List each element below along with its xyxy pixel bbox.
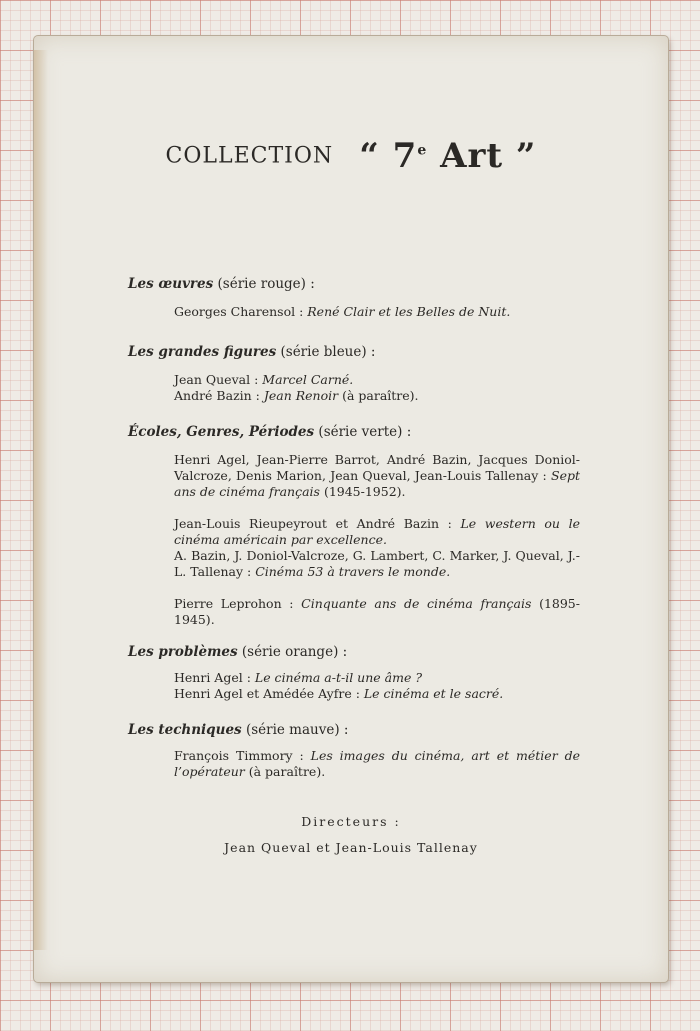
title-close-quote: ” [515,136,537,176]
entry-title: Le cinéma a-t-il une âme ? [254,670,423,685]
list-item [174,372,580,388]
section-series: (série bleue) : [280,344,376,360]
list-item [174,596,580,628]
list-item [174,670,580,686]
list-item [174,516,580,548]
section-series: (série verte) : [318,424,412,440]
section-series: (série mauve) : [245,722,349,738]
entry-title: Jean Renoir [263,388,339,403]
entry-note: (à paraître). [244,764,326,779]
title-art: Art [440,136,504,176]
entry-title: Cinéma 53 à travers le monde. [255,564,451,579]
section-heading-grandes-figures [128,344,375,360]
page-title [34,136,668,176]
entry-title: Sept ans de cinéma français [174,468,580,499]
list-item [174,548,580,580]
title-collection: COLLECTION [165,143,334,169]
section-heading-ecoles [128,424,411,440]
list-item [174,452,580,500]
entry-title: Le cinéma et le sacré. [363,686,504,701]
entry-note: (1895-1945). [174,596,580,627]
title-seven: 7 [392,136,418,176]
entry-author: Henri Agel : [174,670,255,685]
entry-author: François Timmory : [174,748,311,763]
title-superscript: e [417,142,428,159]
entry-note: (1945-1952). [319,484,406,499]
section-heading-techniques [128,722,348,738]
entry-note: (à paraître). [338,388,419,403]
list-item [174,686,580,702]
title-open-quote: “ [359,136,380,176]
catalog-page [34,36,668,982]
entry-author: Georges Charensol : [174,304,308,319]
section-name: Les techniques [128,722,242,738]
section-name: Les œuvres [128,276,214,292]
section-series: (série orange) : [241,644,348,660]
title-series-name [359,136,536,176]
list-item [174,748,580,780]
directors-names: Jean Queval et Jean-Louis Tallenay [224,840,478,855]
list-item [174,304,580,320]
section-heading-oeuvres [128,276,315,292]
entry-title: Marcel Carné. [262,372,354,387]
entry-author: A. Bazin, J. Doniol-Valcroze, G. Lambert, C. Marker, J. Queval, J.-L. Tallenay : [174,548,580,579]
entry-author: Pierre Leprohon : [174,596,302,611]
list-item [174,388,580,404]
section-name: Les problèmes [128,644,238,660]
entry-title: Le western ou le cinéma américain par excellence. [174,516,580,547]
directors-label: Directeurs : [301,814,401,829]
section-name: Les grandes figures [128,344,277,360]
entry-author: Jean Queval : [174,372,263,387]
entry-author: Henri Agel, Jean-Pierre Barrot, André Bazin, Jacques Doniol-Valcroze, Denis Marion, Jean Queval, Jean-Louis Tallenay : [174,452,580,483]
entry-title: Les images du cinéma, art et métier de l’opérateur [174,748,580,779]
entry-title: Cinquante ans de cinéma français [301,596,532,611]
entry-author: André Bazin : [174,388,264,403]
entry-author: Jean-Louis Rieupeyrout et André Bazin : [174,516,461,531]
entry-author: Henri Agel et Amédée Ayfre : [174,686,364,701]
section-heading-problemes [128,644,347,660]
section-series: (série rouge) : [217,276,315,292]
section-name: Écoles, Genres, Périodes [128,424,315,440]
entry-title: René Clair et les Belles de Nuit. [307,304,511,319]
